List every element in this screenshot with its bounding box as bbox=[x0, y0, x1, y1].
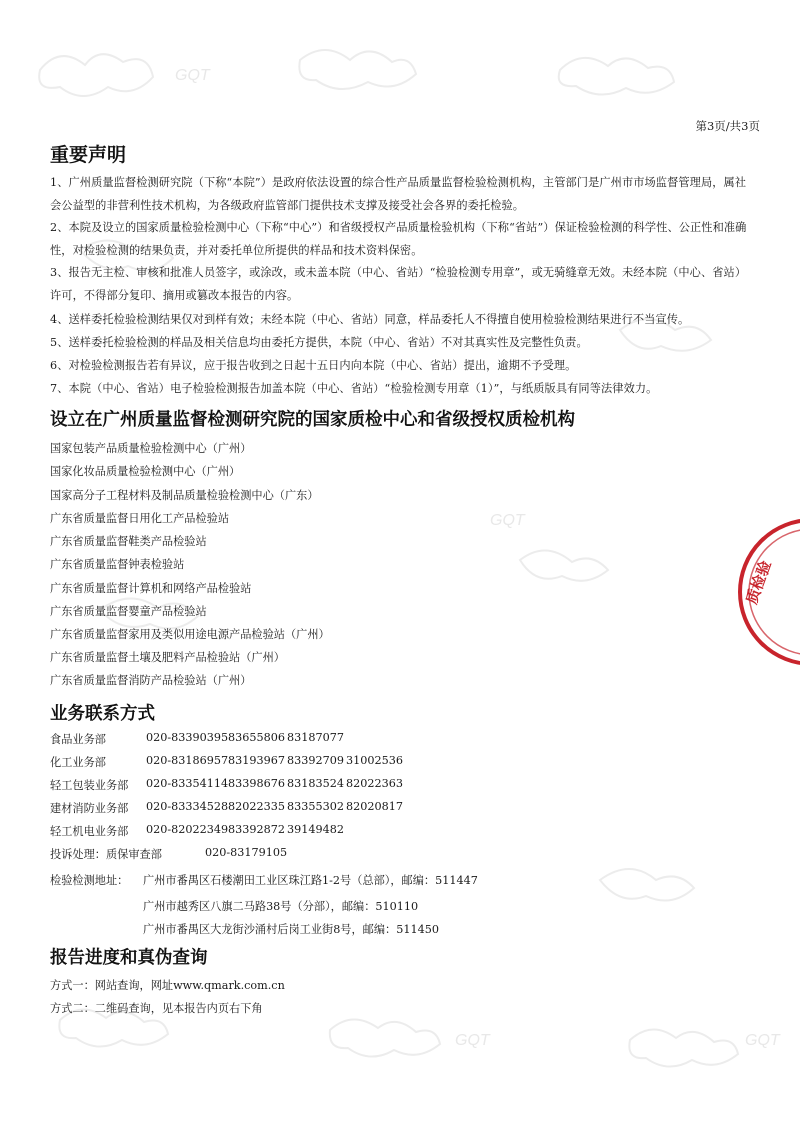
dept-name: 化工业务部 bbox=[50, 756, 106, 769]
centers-title: 设立在广州质量监督检测研究院的国家质检中心和省级授权质检机构 bbox=[50, 410, 575, 430]
address-label: 检验检测地址： bbox=[50, 874, 129, 887]
address-line: 广州市越秀区八旗二马路38号（分部），邮编：510110 bbox=[143, 900, 419, 913]
complaint-label: 投诉处理：质保审查部 bbox=[50, 848, 162, 861]
address-line: 广州市番禺区石楼潮田工业区珠江路1-2号（总部），邮编：511447 bbox=[143, 874, 478, 887]
query-method: 方式一：网站查询，网址www.qmark.com.cn bbox=[50, 979, 285, 992]
phone-number: 020-83390395 bbox=[146, 731, 229, 744]
declaration-item: 2、本院及设立的国家质量检验检测中心（下称“中心”）和省级授权产品质量检验机构（下称“省站”）保证检验检测的科学性、公正性和准确性，对检验检测的结果负责，并对委托单位所提供的样品和技术资料保密。 bbox=[50, 221, 747, 257]
phone-number: 82020817 bbox=[346, 800, 403, 813]
center-item: 广东省质量监督钟表检验站 bbox=[50, 558, 185, 571]
center-item: 广东省质量监督消防产品检验站（广州） bbox=[50, 674, 252, 687]
phone-number: 020-82022349 bbox=[146, 823, 229, 836]
gqt-watermark: GQT bbox=[455, 1032, 490, 1049]
declaration-item: 5、送样委托检验检测的样品及相关信息均由委托方提供，本院（中心、省站）不对其真实性及完整性负责。 bbox=[50, 336, 588, 349]
dept-name: 轻工机电业务部 bbox=[50, 825, 129, 838]
phone-number: 83398676 bbox=[228, 777, 285, 790]
phone-number: 020-83186957 bbox=[146, 754, 229, 767]
center-item: 国家包装产品质量检验检测中心（广州） bbox=[50, 442, 252, 455]
center-item: 广东省质量监督日用化工产品检验站 bbox=[50, 512, 230, 525]
gqt-watermark: GQT bbox=[490, 512, 525, 529]
query-method: 方式二：二维码查询，见本报告内页右下角 bbox=[50, 1002, 263, 1015]
phone-number: 83392709 bbox=[287, 754, 344, 767]
query-title: 报告进度和真伪查询 bbox=[50, 948, 208, 968]
phone-number: 83193967 bbox=[228, 754, 285, 767]
declaration-item: 1、广州质量监督检测研究院（下称“本院”）是政府依法设置的综合性产品质量监督检验检测机构，主管部门是广州市市场监督管理局，属社会公益型的非营利性技术机构，为各级政府监管部门提供技术支撑及接受社会各界的委托检验。 bbox=[50, 176, 747, 212]
declaration-item: 7、本院（中心、省站）电子检验检测报告加盖本院（中心、省站）“检验检测专用章（1）”，与纸质版具有同等法律效力。 bbox=[50, 382, 658, 395]
address-line: 广州市番禺区大龙街沙涌村后岗工业街8号，邮编：511450 bbox=[143, 923, 439, 936]
phone-number: 020-83354114 bbox=[146, 777, 229, 790]
declaration-title: 重要声明 bbox=[50, 144, 127, 166]
phone-number: 83655806 bbox=[228, 731, 285, 744]
gqt-watermark: GQT bbox=[745, 1032, 780, 1049]
center-item: 国家高分子工程材料及制品质量检验检测中心（广东） bbox=[50, 489, 319, 502]
phone-number: 31002536 bbox=[346, 754, 403, 767]
phone-number: 83183524 bbox=[287, 777, 344, 790]
center-item: 广东省质量监督土壤及肥料产品检验站（广州） bbox=[50, 651, 285, 664]
dept-name: 轻工包装业务部 bbox=[50, 779, 129, 792]
phone-number: 83187077 bbox=[287, 731, 344, 744]
phone-number: 82022335 bbox=[228, 800, 285, 813]
declaration-item: 3、报告无主检、审核和批准人员签字，或涂改，或未盖本院（中心、省站）“检验检测专用章”，或无骑缝章无效。未经本院（中心、省站）许可，不得部分复印、摘用或篡改本报告的内容。 bbox=[50, 266, 747, 302]
seal-text: 质检验 bbox=[742, 558, 775, 607]
phone-number: 020-83334528 bbox=[146, 800, 229, 813]
gqt-watermark: GQT bbox=[175, 67, 210, 84]
official-seal-stamp bbox=[732, 505, 800, 680]
phone-number: 020-83179105 bbox=[205, 846, 288, 859]
dept-name: 建材消防业务部 bbox=[50, 802, 129, 815]
phone-number: 83392872 bbox=[228, 823, 285, 836]
contacts-title: 业务联系方式 bbox=[50, 704, 155, 724]
center-item: 广东省质量监督计算机和网络产品检验站 bbox=[50, 582, 252, 595]
dept-name: 食品业务部 bbox=[50, 733, 106, 746]
phone-number: 83355302 bbox=[287, 800, 344, 813]
declaration-item: 6、对检验检测报告若有异议，应于报告收到之日起十五日内向本院（中心、省站）提出，逾期不予受理。 bbox=[50, 359, 577, 372]
center-item: 广东省质量监督鞋类产品检验站 bbox=[50, 535, 207, 548]
center-item: 广东省质量监督婴童产品检验站 bbox=[50, 605, 207, 618]
phone-number: 82022363 bbox=[346, 777, 403, 790]
phone-number: 39149482 bbox=[287, 823, 344, 836]
center-item: 国家化妆品质量检验检测中心（广州） bbox=[50, 465, 241, 478]
declaration-item: 4、送样委托检验检测结果仅对到样有效；未经本院（中心、省站）同意，样品委托人不得擅自使用检验检测结果进行不当宣传。 bbox=[50, 313, 690, 326]
center-item: 广东省质量监督家用及类似用途电源产品检验站（广州） bbox=[50, 628, 330, 641]
page-number: 第3页/共3页 bbox=[695, 119, 760, 133]
